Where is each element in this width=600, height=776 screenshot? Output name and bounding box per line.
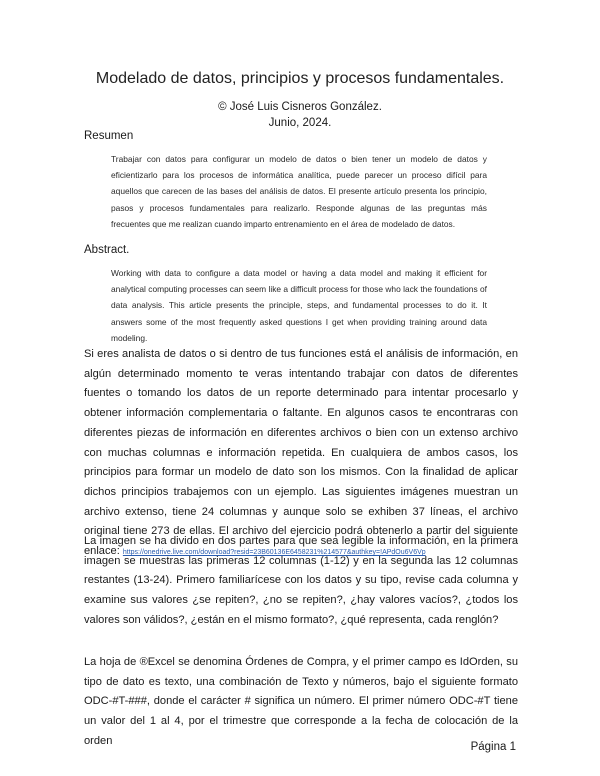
abstract-heading: Abstract. (84, 244, 130, 256)
page-number: Página 1 (470, 741, 516, 753)
body-paragraph-2: La imagen se ha divido en dos partes para que sea legible la información, en la primera imagen se muestras las primeras 12 columnas (1-12) y en la segunda las 12 columnas restantes (13-24). Primero familiarícese con los datos y su tipo, revise cada columna y examine sus valores ¿se repiten?, ¿no se repiten?, ¿hay valores vacíos?, ¿todos los valores son válidos?, ¿están en el mismo formato?, ¿qué representa, cada renglón? (84, 535, 518, 626)
date-line: Junio, 2024. (268, 117, 332, 129)
document-title: Modelado de datos, principios y procesos fundamentales. (95, 70, 505, 87)
abstract-text: Working with data to configure a data model or having a data model and making it efficient for analytical computing processes can seem like a difficult process for those who lack the foundations of data analysis. This article presents the principle, steps, and fundamental processes to do it. It answers some of the most frequently asked questions I get when providing training around data modeling. (111, 268, 487, 343)
download-link[interactable]: https://onedrive.live.com/download?resid=23B60136E6458231%214577&authkey=!APdOu6V6Vp (122, 549, 426, 557)
body-paragraph-3: La hoja de ®Excel se denomina Órdenes de Compra, y el primer campo es IdOrden, su tipo de dato es texto, una combinación de Texto y números, bajo el siguiente formato ODC-#T-###, donde el carácter # significa un número. El primer número ODC-#T tiene un valor del 1 al 4, por el trimestre que corresponde a la fecha de colocación de la orden (84, 656, 518, 747)
body-paragraph-1 (84, 345, 518, 563)
body-paragraph-1-text: Si eres analista de datos o si dentro de tus funciones está el análisis de información, en algún determinado momento te veras intentando trabajar con datos de diferentes fuentes o tomando los datos de un reporte determinado para intentar procesarlo y obtener información complementaria o faltante. En algunos casos te encontraras con diferentes piezas de información en diferentes archivos o bien con un extenso archivo con muchas columnas e información repetida. En cualquiera de ambos casos, los principios para formar un modelo de dato son los mismos. Con la finalidad de aplicar dichos principios trabajemos con un ejemplo. Las siguientes imágenes muestran un archivo extenso, tiene 24 columnas y aunque solo se exhiben 37 líneas, el archivo original tiene 273 de ellas. El archivo del ejercicio podrá obtenerlo a partir del siguiente enlace: (84, 348, 518, 558)
resumen-text: Trabajar con datos para configurar un modelo de datos o bien tener un modelo de datos y eficientizarlo para los procesos de informática analítica, puede parecer un proceso difícil para aquellos que carecen de las bases del análisis de datos. El presente artículo presenta los principio, pasos y procesos fundamentales para realizarlo. Responde algunas de las preguntas más frecuentes que me realizan cuando imparto entrenamiento en el área de modelado de datos. (111, 154, 487, 229)
resumen-heading: Resumen (84, 130, 134, 142)
author-line: © José Luis Cisneros González. (218, 101, 382, 113)
